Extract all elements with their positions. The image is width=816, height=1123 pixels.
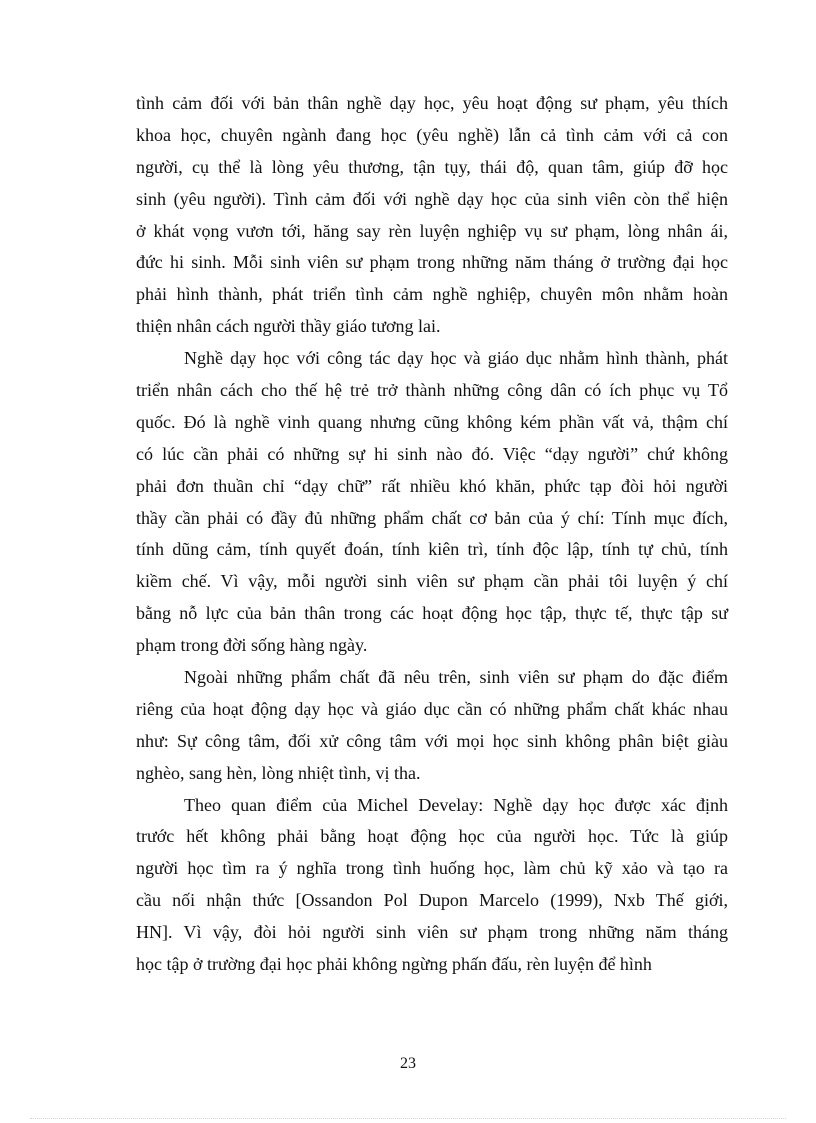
text-line: kiềm chế. Vì vậy, mỗi người sinh viên sư phạm cần phải tôi luyện ý chí — [136, 571, 728, 592]
text-line: riêng của hoạt động dạy học và giáo dục cần có những phẩm chất khác nhau — [136, 698, 728, 719]
text-line: tính dũng cảm, tính quyết đoán, tính kiên trì, tính độc lập, tính tự chủ, tính — [136, 539, 728, 560]
text-line: tình cảm đối với bản thân nghề dạy học, yêu hoạt động sư phạm, yêu thích — [136, 93, 728, 113]
text-line: phạm trong đời sống hàng ngày. — [136, 635, 368, 656]
text-line: Theo quan điểm của Michel Develay: Nghề dạy học được xác định — [184, 794, 728, 815]
text-line: ở khát vọng vươn tới, hăng say rèn luyện nghiệp vụ sư phạm, lòng nhân ái, — [136, 220, 728, 241]
text-line: có lúc cần phải có những sự hi sinh nào đó. Việc “dạy người” chứ không — [136, 443, 728, 464]
text-line: quốc. Đó là nghề vinh quang nhưng cũng không kém phần vất vả, thậm chí — [136, 411, 728, 432]
text-line: bằng nỗ lực của bản thân trong các hoạt động học tập, thực tế, thực tập sư — [136, 603, 728, 624]
text-line: thầy cần phải có đầy đủ những phẩm chất cơ bản của ý chí: Tính mục đích, — [136, 507, 728, 528]
paragraph — [136, 343, 728, 662]
text-line: khoa học, chuyên ngành đang học (yêu nghề) lẫn cả tình cảm với cả con — [136, 124, 728, 145]
text-line: người, cụ thể là lòng yêu thương, tận tụy, thái độ, quan tâm, giúp đỡ học — [136, 156, 728, 177]
paragraph — [136, 88, 728, 343]
text-line: người học tìm ra ý nghĩa trong tình huống học, làm chủ kỹ xảo và tạo ra — [136, 858, 728, 879]
text-line: đức hi sinh. Mỗi sinh viên sư phạm trong những năm tháng ở trường đại học — [136, 252, 728, 273]
text-line: triển nhân cách cho thế hệ trẻ trở thành những công dân có ích phục vụ Tổ — [136, 380, 728, 401]
text-line: HN]. Vì vậy, đòi hỏi người sinh viên sư phạm trong những năm tháng — [136, 922, 728, 943]
text-line: nghèo, sang hèn, lòng nhiệt tình, vị tha. — [136, 762, 421, 783]
page-number: 23 — [400, 1055, 416, 1072]
text-line: phải đơn thuần chỉ “dạy chữ” rất nhiều khó khăn, phức tạp đòi hỏi người — [136, 475, 728, 496]
paragraph — [136, 662, 728, 790]
body-text — [136, 88, 728, 981]
text-line: Nghề dạy học với công tác dạy học và giáo dục nhằm hình thành, phát — [184, 348, 728, 369]
text-line: phải hình thành, phát triển tình cảm nghề nghiệp, chuyên môn nhằm hoàn — [136, 284, 728, 305]
text-line: sinh (yêu người). Tình cảm đối với nghề dạy học của sinh viên còn thể hiện — [136, 188, 728, 209]
footer-divider — [30, 1118, 786, 1119]
text-line: Ngoài những phẩm chất đã nêu trên, sinh viên sư phạm do đặc điểm — [184, 667, 728, 688]
text-line: trước hết không phải bằng hoạt động học của người học. Tức là giúp — [136, 826, 728, 847]
text-line: thiện nhân cách người thầy giáo tương lai. — [136, 316, 441, 337]
text-line: cầu nối nhận thức [Ossandon Pol Dupon Marcelo (1999), Nxb Thế giới, — [136, 890, 728, 911]
paragraph — [136, 790, 728, 981]
text-line: như: Sự công tâm, đối xử công tâm với mọi học sinh không phân biệt giàu — [136, 730, 728, 751]
text-line: học tập ở trường đại học phải không ngừng phấn đấu, rèn luyện để hình — [136, 954, 652, 975]
